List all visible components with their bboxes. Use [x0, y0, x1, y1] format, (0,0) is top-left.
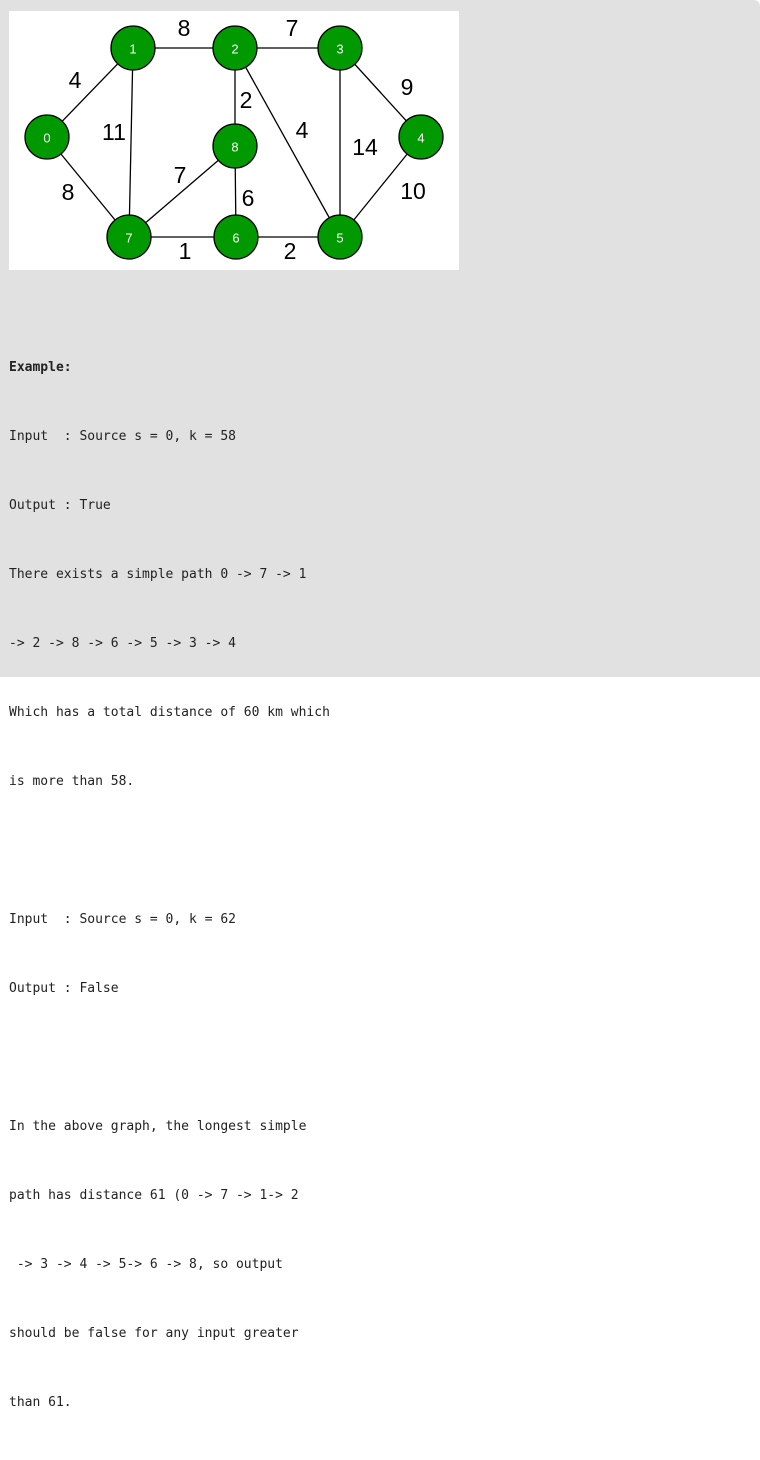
example-line: Output : True	[9, 498, 111, 513]
example-line: Input : Source s = 0, k = 58	[9, 429, 236, 444]
graph-figure	[9, 11, 459, 270]
node-label-3: 3	[336, 41, 344, 57]
example-line: -> 3 -> 4 -> 5-> 6 -> 8, so output	[9, 1257, 283, 1272]
node-label-6: 6	[232, 230, 240, 246]
example-line: -> 2 -> 8 -> 6 -> 5 -> 3 -> 4	[9, 636, 236, 651]
example-line: should be false for any input greater	[9, 1326, 299, 1341]
example-line: There exists a simple path 0 -> 7 -> 1	[9, 567, 307, 582]
example-line: In the above graph, the longest simple	[9, 1119, 307, 1134]
example-text	[9, 310, 749, 1460]
example-line: Input : Source s = 0, k = 62	[9, 912, 236, 927]
node-label-5: 5	[336, 230, 344, 246]
node-4	[399, 115, 443, 159]
example-line: Output : False	[9, 981, 119, 996]
edge-weight-3-5: 14	[352, 134, 378, 160]
node-label-4: 4	[417, 130, 425, 146]
edge-weight-2-8: 2	[239, 87, 253, 113]
node-7	[107, 215, 151, 259]
example-line: Which has a total distance of 60 km which	[9, 705, 330, 720]
node-0	[25, 115, 69, 159]
node-3	[318, 26, 362, 70]
example-heading: Example:	[9, 360, 72, 375]
node-2	[213, 26, 257, 70]
node-label-7: 7	[125, 230, 133, 246]
node-5	[318, 215, 362, 259]
node-label-8: 8	[231, 139, 239, 155]
graph-diagram	[9, 11, 459, 270]
edge-weight-1-7: 11	[102, 119, 126, 145]
edge-weight-4-5: 10	[400, 178, 426, 204]
edge-weight-8-6: 6	[241, 185, 255, 211]
edge-weight-3-4: 9	[400, 74, 414, 100]
node-label-0: 0	[43, 130, 51, 146]
example-line: than 61.	[9, 1395, 72, 1410]
node-label-1: 1	[129, 41, 137, 57]
node-6	[214, 215, 258, 259]
edge-weight-0-1: 4	[68, 67, 82, 93]
node-layer	[25, 26, 443, 259]
node-label-2: 2	[231, 41, 239, 57]
edge-weight-6-5: 2	[283, 238, 297, 264]
edge-weight-7-6: 1	[178, 238, 192, 264]
example-line: is more than 58.	[9, 774, 135, 789]
edge-weight-8-7: 7	[173, 162, 187, 188]
example-line	[9, 1046, 749, 1069]
node-8	[213, 124, 257, 168]
example-line: path has distance 61 (0 -> 7 -> 1-> 2	[9, 1188, 299, 1203]
edge-weight-2-5: 4	[295, 117, 309, 143]
edge-weight-1-2: 8	[177, 15, 191, 41]
edge-1-7	[129, 48, 133, 237]
example-line	[9, 839, 749, 862]
node-1	[111, 26, 155, 70]
edge-weight-2-3: 7	[285, 15, 299, 41]
edge-weight-0-7: 8	[61, 179, 75, 205]
